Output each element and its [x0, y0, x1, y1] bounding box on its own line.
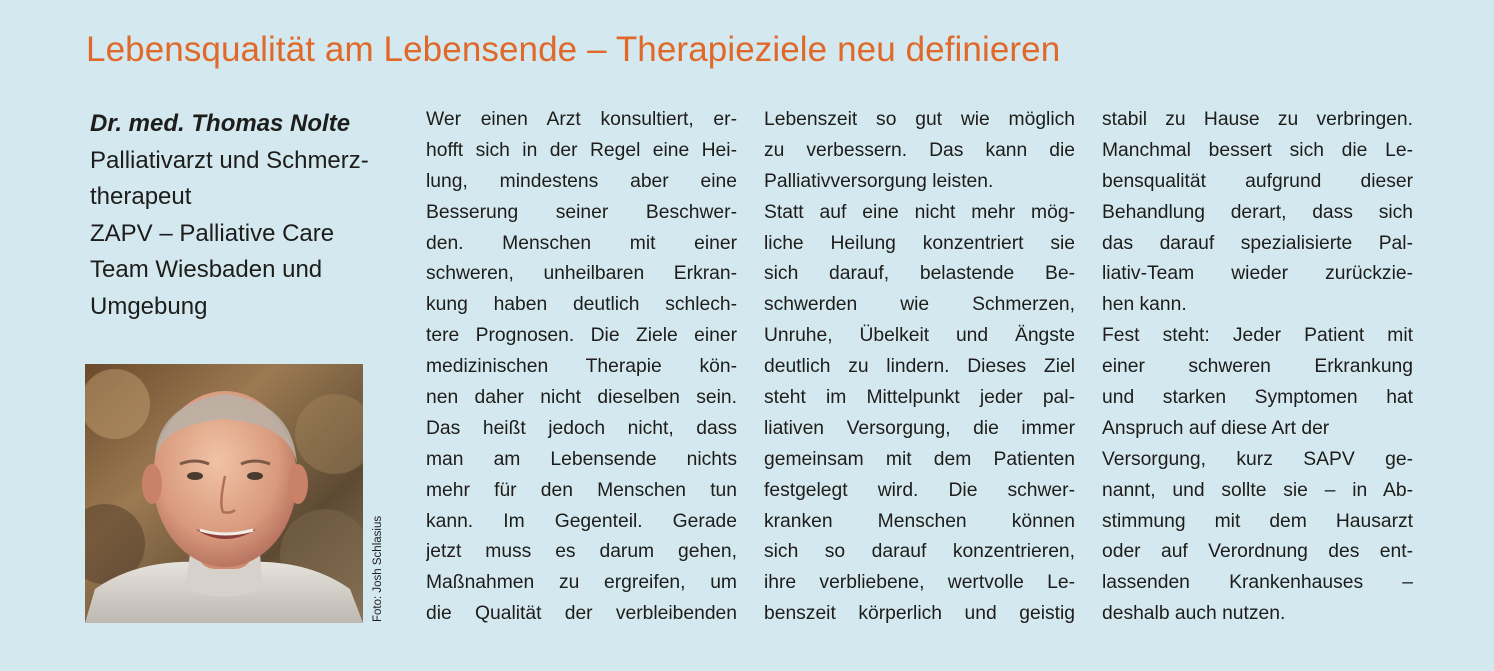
text-line: nannt, und sollte sie – in Ab- [1102, 479, 1413, 501]
text-line: steht im Mittelpunkt jeder pal- [764, 387, 1075, 409]
text-line: Manchmal bessert sich die Le- [1102, 139, 1413, 161]
text-line: lassenden Krankenhauses – [1102, 572, 1413, 594]
text-line: stimmung mit dem Hausarzt [1102, 510, 1413, 532]
text-line: Fest steht: Jeder Patient mit [1102, 325, 1413, 347]
author-role-line: therapeut [90, 183, 192, 210]
text-line: man am Lebensende nichts [426, 448, 737, 470]
text-line: jetzt muss es darum gehen, [426, 541, 737, 563]
text-line: das darauf spezialisierte Pal- [1102, 232, 1413, 254]
author-name: Dr. med. Thomas Nolte [90, 110, 351, 137]
text-line: schweren, unheilbaren Erkran- [426, 263, 737, 285]
text-line: die Qualität der verbleibenden [426, 603, 737, 625]
text-line: Lebenszeit so gut wie möglich [764, 109, 1075, 130]
text-line: hofft sich in der Regel eine Hei- [426, 139, 737, 161]
text-line: Versorgung, kurz SAPV ge- [1102, 448, 1413, 470]
text-line: medizinischen Therapie kön- [426, 356, 737, 378]
text-line: schwerden wie Schmerzen, [764, 294, 1075, 316]
text-line: Das heißt jedoch nicht, dass [426, 417, 737, 439]
text-line: mehr für den Menschen tun [426, 479, 737, 501]
text-line: hen kann. [1102, 294, 1187, 316]
text-line: deutlich zu lindern. Dieses Ziel [764, 356, 1075, 378]
text-line: sich so darauf konzentrieren, [764, 541, 1075, 563]
photo-credit: Foto: Josh Schlasius [372, 515, 384, 622]
text-line: stabil zu Hause zu verbringen. [1102, 109, 1413, 130]
author-portrait-photo [85, 364, 363, 623]
text-line: Anspruch auf diese Art der [1102, 417, 1330, 439]
author-role-line: ZAPV – Palliative Care [90, 219, 335, 247]
author-block [90, 106, 420, 325]
text-line: Behandlung derart, dass sich [1102, 201, 1413, 223]
text-line: deshalb auch nutzen. [1102, 603, 1286, 625]
text-column-3 [1102, 105, 1413, 630]
text-line: liativen Versorgung, die immer [764, 417, 1075, 439]
text-line: bensqualität aufgrund dieser [1102, 170, 1413, 192]
text-line: Palliativversorgung leisten. [764, 170, 994, 192]
portrait-illustration [85, 364, 363, 623]
text-line: benszeit körperlich und geistig [764, 603, 1075, 625]
author-role-line: Umgebung [90, 292, 208, 320]
text-line: einer schweren Erkrankung [1102, 356, 1413, 378]
text-line: Unruhe, Übelkeit und Ängste [764, 325, 1075, 347]
text-line: Besserung seiner Beschwer- [426, 201, 737, 223]
text-line: zu verbessern. Das kann die [764, 139, 1075, 161]
text-line: sich darauf, belastende Be- [764, 263, 1075, 285]
text-line: und starken Symptomen hat [1102, 387, 1413, 409]
text-line: kranken Menschen können [764, 510, 1075, 532]
text-line: gemeinsam mit dem Patienten [764, 448, 1075, 470]
text-line: liativ-Team wieder zurückzie- [1102, 263, 1413, 285]
text-column-2 [764, 105, 1075, 630]
text-line: den. Menschen mit einer [426, 232, 737, 254]
text-line: nen daher nicht dieselben sein. [426, 387, 737, 409]
text-line: kung haben deutlich schlech- [426, 294, 737, 316]
text-line: Wer einen Arzt konsultiert, er- [426, 109, 737, 130]
text-line: kann. Im Gegenteil. Gerade [426, 510, 737, 532]
author-role-line: Palliativarzt und Schmerz- [90, 146, 369, 174]
text-line: liche Heilung konzentriert sie [764, 232, 1075, 254]
text-line: Maßnahmen zu ergreifen, um [426, 572, 737, 594]
text-line: Statt auf eine nicht mehr mög- [764, 201, 1075, 223]
author-role-line: Team Wiesbaden und [90, 256, 323, 283]
text-line: tere Prognosen. Die Ziele einer [426, 325, 737, 347]
text-line: lung, mindestens aber eine [426, 170, 737, 192]
article-title: Lebensqualität am Lebensende – Therapieziele neu definieren [86, 30, 1061, 69]
text-line: festgelegt wird. Die schwer- [764, 479, 1075, 501]
text-line: oder auf Verordnung des ent- [1102, 541, 1413, 563]
text-line: ihre verbliebene, wertvolle Le- [764, 572, 1075, 594]
text-column-1 [426, 105, 737, 630]
